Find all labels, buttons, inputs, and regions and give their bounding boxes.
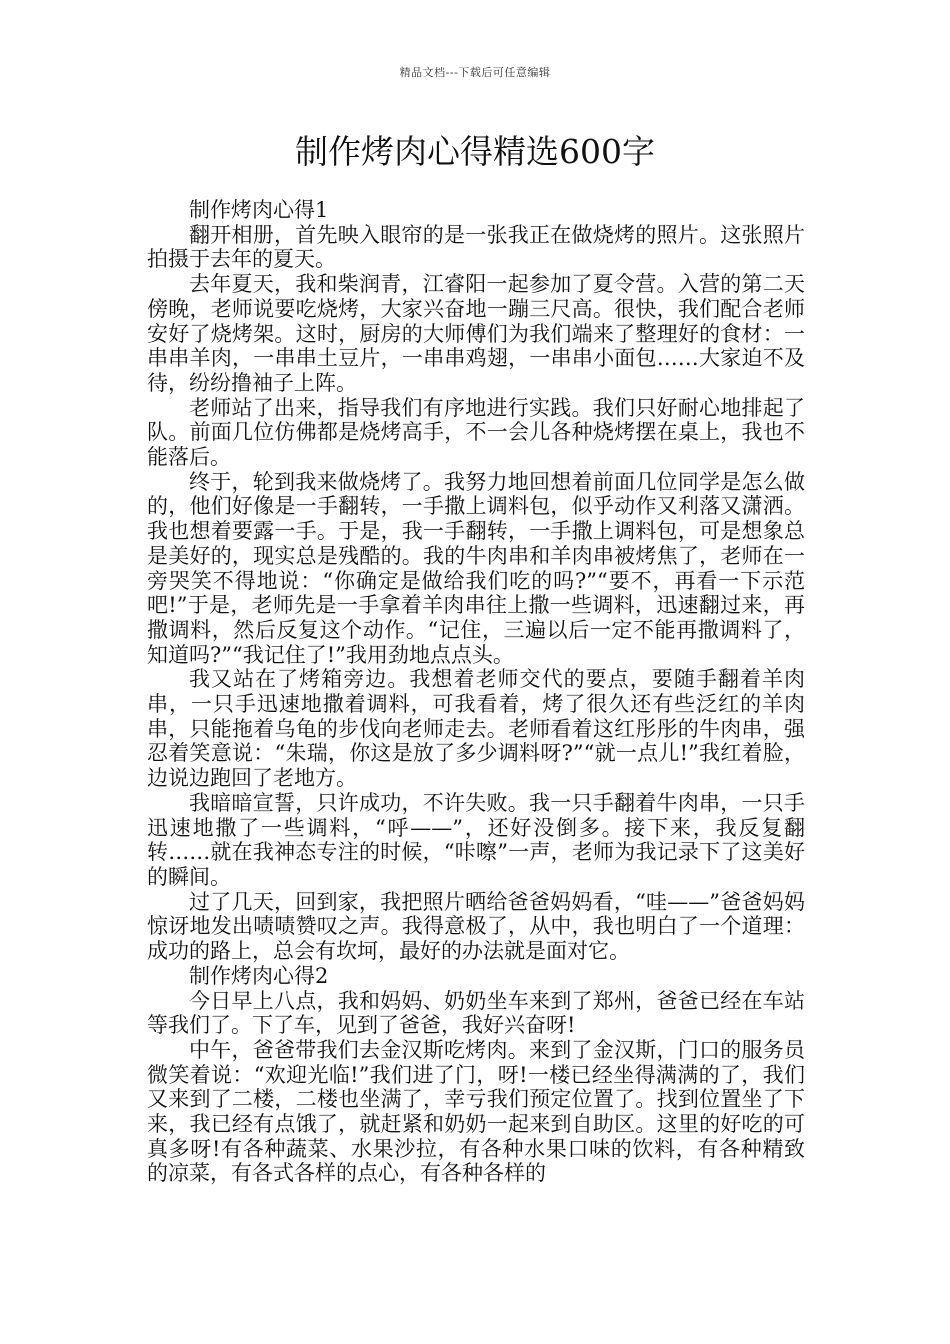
paragraph: 中午，爸爸带我们去金汉斯吃烤肉。来到了金汉斯，门口的服务员微笑着说：“欢迎光临!”我们进了门，呀!一楼已经坐得满满的了，我们又来到了二楼，二楼也坐满了，幸亏我们预定位置了。找到位置坐了下来，我已经有点饿了，就赶紧和奶奶一起来到自助区。这里的好吃的可真多呀!有各种蔬菜、水果沙拉，有各种水果口味的饮料，有各种精致的凉菜，有各式各样的点心，有各种各样的 [147, 1037, 805, 1186]
paragraph: 我又站在了烤箱旁边。我想着老师交代的要点，要随手翻着羊肉串，一只手迅速地撒着调料，可我看着，烤了很久还有些泛红的羊肉串，只能拖着乌龟的步伐向老师走去。老师看着这红彤彤的牛肉串，强忍着笑意说：“朱瑞，你这是放了多少调料呀?”“就一点儿!”我红着脸，边说边跑回了老地方。 [147, 667, 805, 791]
paragraph: 我暗暗宣誓，只许成功，不许失败。我一只手翻着牛肉串，一只手迅速地撒了一些调料，“呼——”，还好没倒多。接下来，我反复翻转……就在我神态专注的时候，“咔嚓”一声，老师为我记录下了这美好的瞬间。 [147, 790, 805, 889]
paragraph: 老师站了出来，指导我们有序地进行实践。我们只好耐心地排起了队。前面几位仿佛都是烧烤高手，不一会儿各种烧烤摆在桌上，我也不能落后。 [147, 395, 805, 470]
paragraph: 过了几天，回到家，我把照片晒给爸爸妈妈看，“哇——”爸爸妈妈惊讶地发出啧啧赞叹之声。我得意极了，从中，我也明白了一个道理：成功的路上，总会有坎坷，最好的办法就是面对它。 [147, 889, 805, 964]
paragraph: 翻开相册，首先映入眼帘的是一张我正在做烧烤的照片。这张照片拍摄于去年的夏天。 [147, 222, 805, 272]
section-heading-2: 制作烤肉心得2 [189, 963, 329, 988]
document-title: 制作烤肉心得精选600字 [295, 132, 655, 171]
paragraph: 今日早上八点，我和妈妈、奶奶坐车来到了郑州，爸爸已经在车站等我们了。下了车，见到了爸爸，我好兴奋呀! [147, 988, 805, 1038]
page-header: 精品文档---下载后可任意编辑 [399, 66, 551, 79]
paragraph: 终于，轮到我来做烧烤了。我努力地回想着前面几位同学是怎么做的，他们好像是一手翻转，一手撒上调料包，似乎动作又利落又潇洒。我也想着要露一手。于是，我一手翻转，一手撒上调料包，可是想象总是美好的，现实总是残酷的。我的牛肉串和羊肉串被烤焦了，老师在一旁哭笑不得地说：“你确定是做给我们吃的吗?”“要不，再看一下示范吧!”于是，老师先是一手拿着羊肉串往上撒一些调料，迅速翻过来，再撒调料，然后反复这个动作。“记住，三遍以后一定不能再撒调料了，知道吗?”“我记住了!”我用劲地点点头。 [147, 469, 805, 667]
section-heading-1: 制作烤肉心得1 [189, 198, 329, 222]
document-body [147, 198, 805, 1186]
paragraph: 去年夏天，我和柴润青，江睿阳一起参加了夏令营。入营的第二天傍晚，老师说要吃烧烤，大家兴奋地一蹦三尺高。很快，我们配合老师安好了烧烤架。这时，厨房的大师傅们为我们端来了整理好的食材：一串串羊肉，一串串土豆片，一串串鸡翅，一串串小面包……大家迫不及待，纷纷撸袖子上阵。 [147, 272, 805, 395]
